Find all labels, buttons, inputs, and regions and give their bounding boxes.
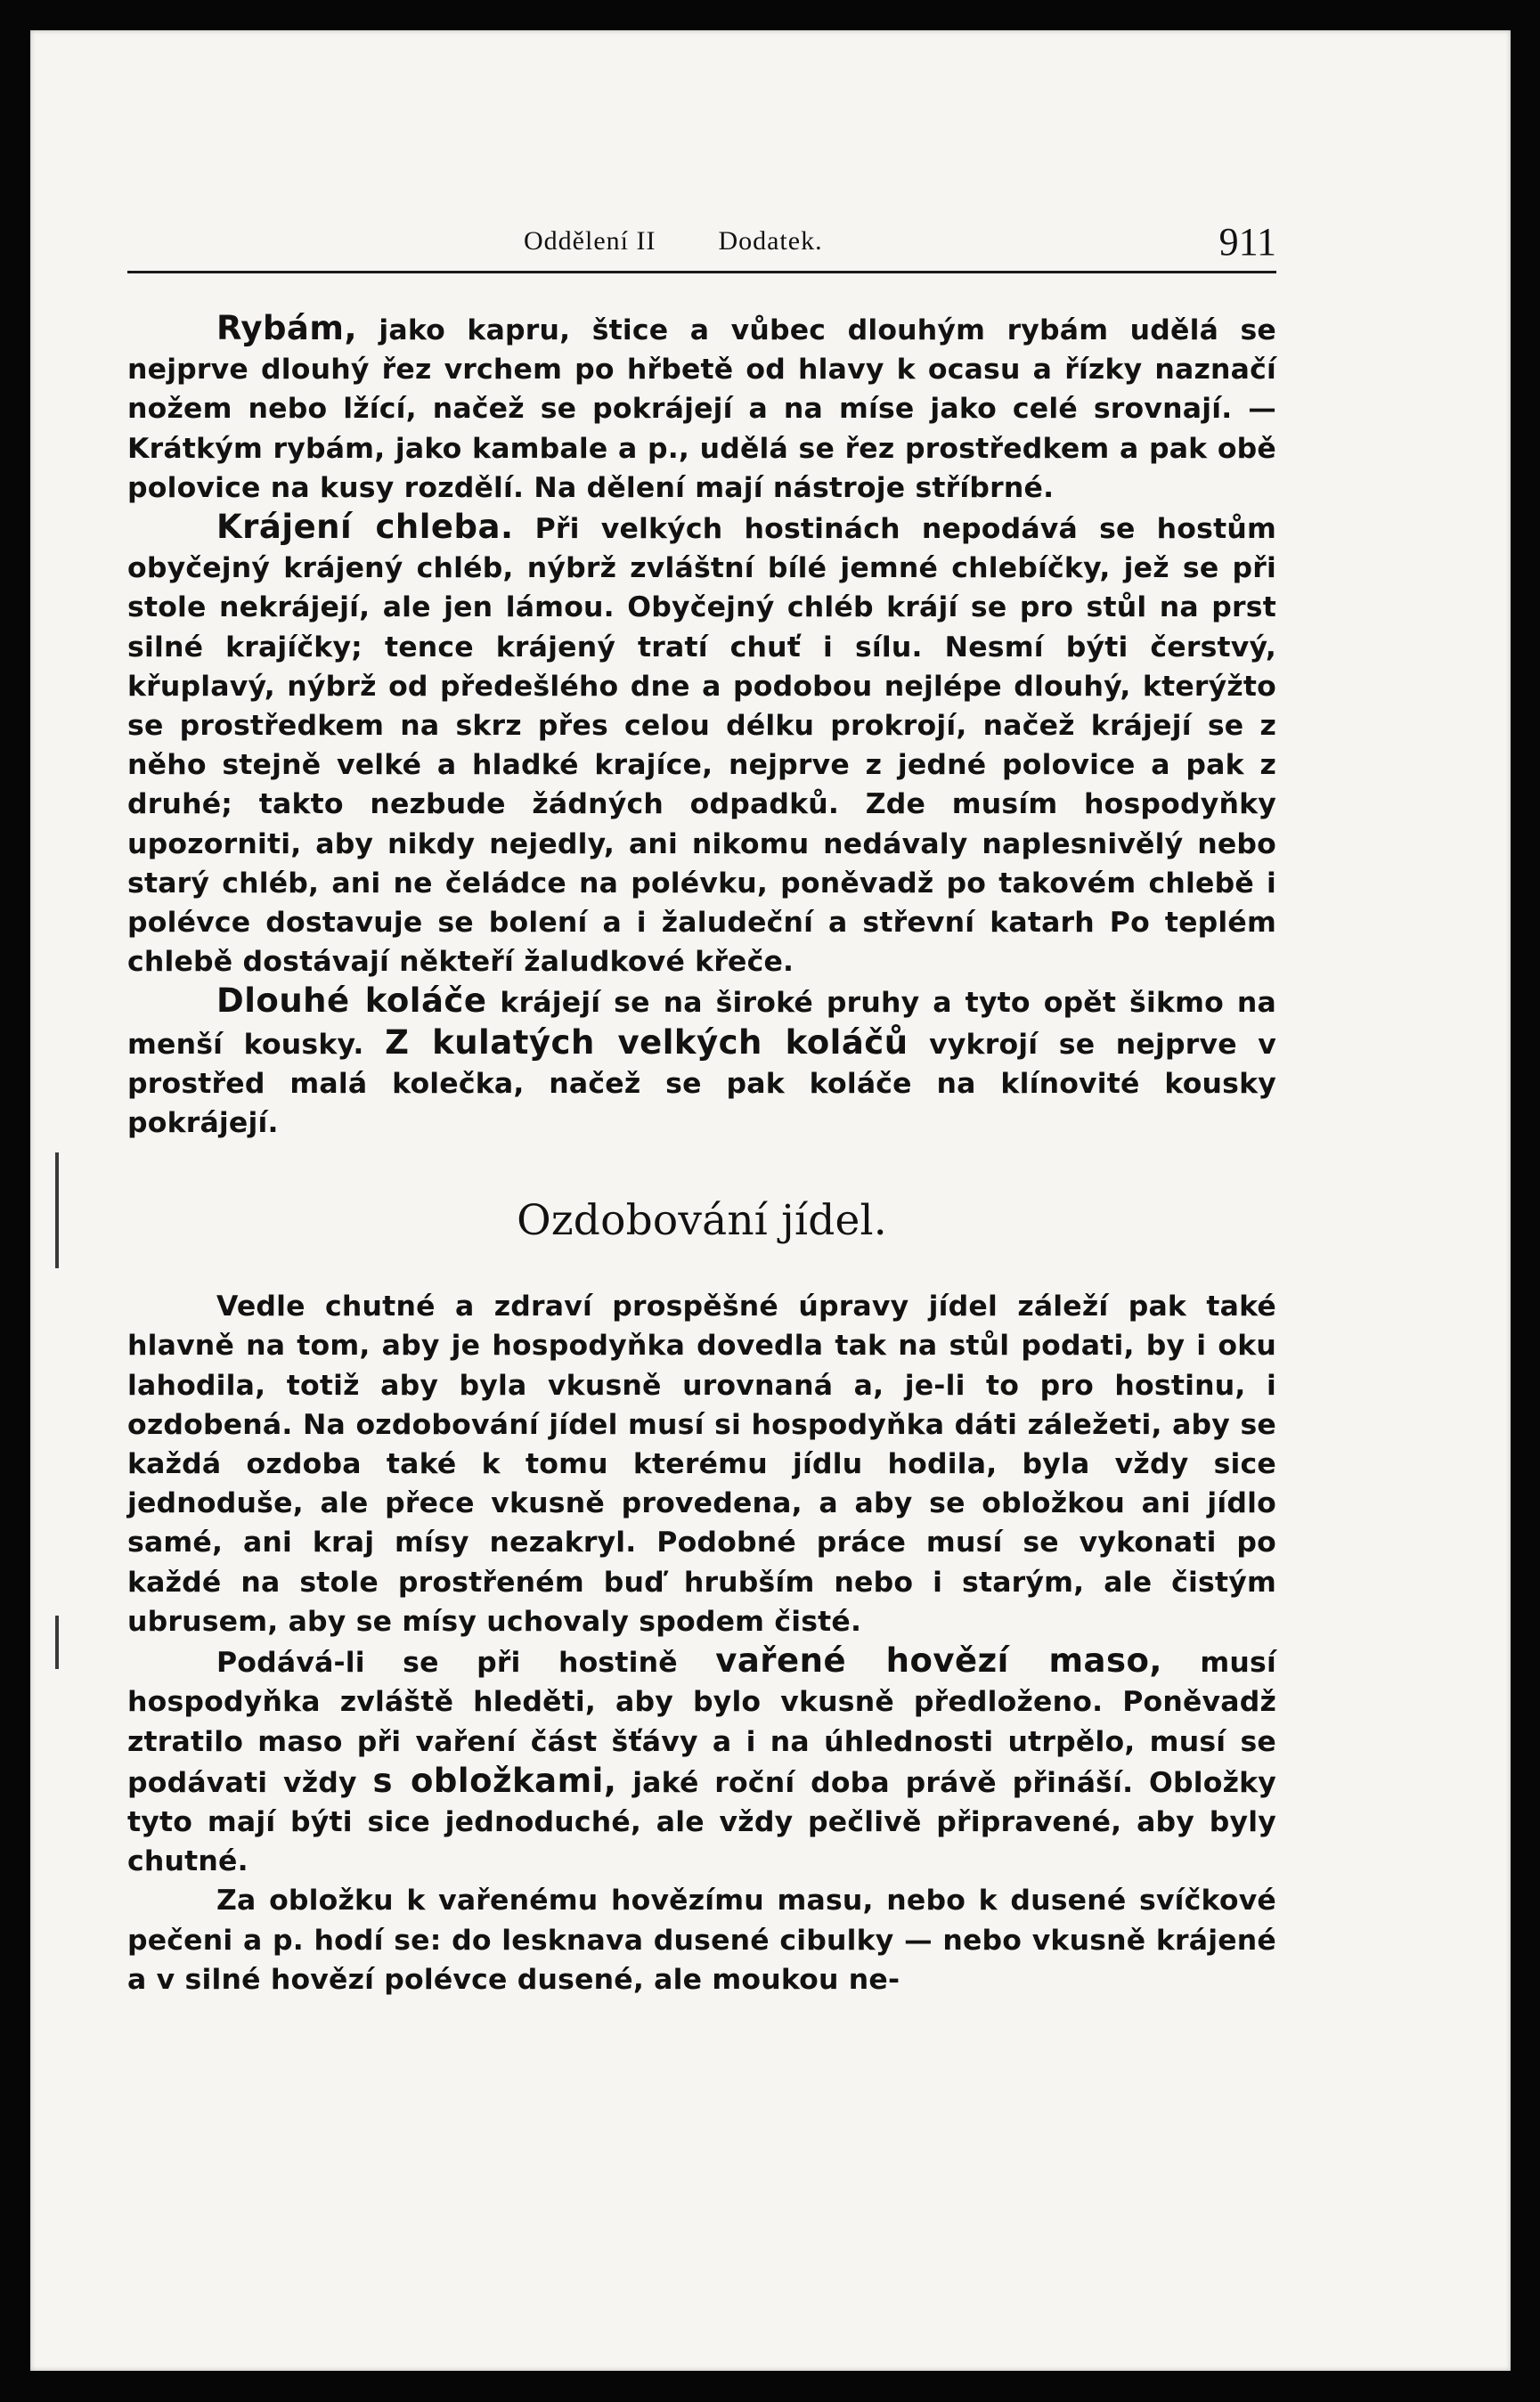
paragraph-text: Při velkých hostinách nepodává se hostům obyčejný krájený chléb, nýbrž zvláštní bílé jemné chlebíčky, jež se při stole nekrájejí, ale jen lámou. Obyčejný chléb krájí se pro stůl na prst silné krajíčky; tence krájený tratí chuť i sílu. Nesmí býti čerstvý, křuplavý, nýbrž od předešlého dne a podobou nejlépe dlouhý, kterýžto se prostředkem na skrz přes celou délku prokrojí, načež krájejí se z něho stejně velké a hladké krajíce, nejprve z jedné polovice a pak z druhé; takto nezbude žádných odpadků. Zde musím hospodyňky upozorniti, aby nikdy nejedly, ani nikomu nedávaly naplesnivělý nebo starý chléb, ani ne čeládce na polévku, poněvadž po takovém chlebě i polévce dostavuje se bolení a i žaludeční a střevní katarh Po teplém chlebě dostávají někteří žaludkové křeče. <box>127 513 1276 979</box>
paragraph-text: Za obložku k vařenému hovězímu masu, nebo k dusené svíčkové pečeni a p. hodí se: do lesknava dusené cibulky — nebo vkusně krájené a v silné hovězí polévce dusené, ale moukou ne- <box>127 1885 1276 1996</box>
paragraph-text: musí hospodyňka zvláště hleděti, aby bylo vkusně předloženo. Poněvadž ztratilo maso při vaření část šťávy a i na úhlednosti utrpělo, musí se podávati vždy <box>127 1647 1276 1799</box>
paragraph-text: jaké roční doba právě přináší. Obložky tyto mají býti sice jednoduché, ale vždy pečlivě připravené, aby byly chutné. <box>127 1766 1277 1878</box>
section-title: Ozdobování jídel. <box>517 1196 887 1246</box>
paragraph-bread <box>127 508 1276 981</box>
lead-term: s obložkami, <box>372 1761 617 1800</box>
lead-term: Dlouhé koláče <box>216 981 487 1021</box>
paragraph-garnish-intro <box>127 1287 1276 1641</box>
paragraph-fish <box>127 309 1276 508</box>
page-content <box>127 207 1276 1999</box>
lead-term: Rybám, <box>216 309 358 347</box>
page-number: 911 <box>1218 220 1276 264</box>
margin-rule <box>55 1152 59 1268</box>
paragraph-side-dish <box>127 1881 1276 1999</box>
section-label: Oddělení II <box>524 226 656 256</box>
running-header <box>127 207 1276 273</box>
paragraph-text: jako kapru, štice a vůbec dlouhým rybám udělá se nejprve dlouhý řez vrchem po hřbetě od hlavy k ocasu a řízky naznačí nožem nebo lžící, načež se pokrájejí a na míse jako celé srovnají. — Krátkým rybám, jako kambale a p., udělá se řez prostředkem a pak obě polovice na kusy rozdělí. Na dělení mají nástroje stříbrné. <box>127 314 1276 504</box>
paragraph-boiled-beef <box>127 1641 1276 1881</box>
paragraph-text: krájejí se na široké pruhy a tyto opět šikmo na menší kousky. <box>127 987 1276 1061</box>
paragraph-text: vykrojí se nejprve v prostřed malá kolečka, načež se pak koláče na klínovité kousky pokrájejí. <box>127 1028 1277 1140</box>
running-head <box>524 226 823 256</box>
paragraph-text: Vedle chutné a zdraví prospěšné úpravy jídel záleží pak také hlavně na tom, aby je hospodyňka dovedla tak na stůl podati, by i oku lahodila, totiž aby byla vkusně urovnaná a, je-li to pro hostinu, i ozdobená. Na ozdobování jídel musí si hospodyňka dáti záležeti, aby se každá ozdoba také k tomu kterému jídlu hodila, byla vždy sice jednoduše, ale přece vkusně provedena, a aby se obložkou ani jídlo samé, ani kraj mísy nezakryl. Podobné práce musí se vykonati po každé na stole prostřeném buď hrubším nebo i starým, ale čistým ubrusem, aby se mísy uchovaly spodem čisté. <box>127 1291 1276 1638</box>
section-name: Dodatek. <box>718 226 823 256</box>
text-body <box>127 309 1276 1999</box>
paragraph-cakes <box>127 981 1276 1143</box>
lead-term: Krájení chleba. <box>216 508 514 547</box>
lead-term: Z kulatých velkých koláčů <box>385 1022 909 1062</box>
paragraph-text: Podává-li se při hostině <box>216 1647 678 1680</box>
margin-rule <box>55 1616 59 1669</box>
lead-term: vařené hovězí maso, <box>715 1641 1162 1681</box>
